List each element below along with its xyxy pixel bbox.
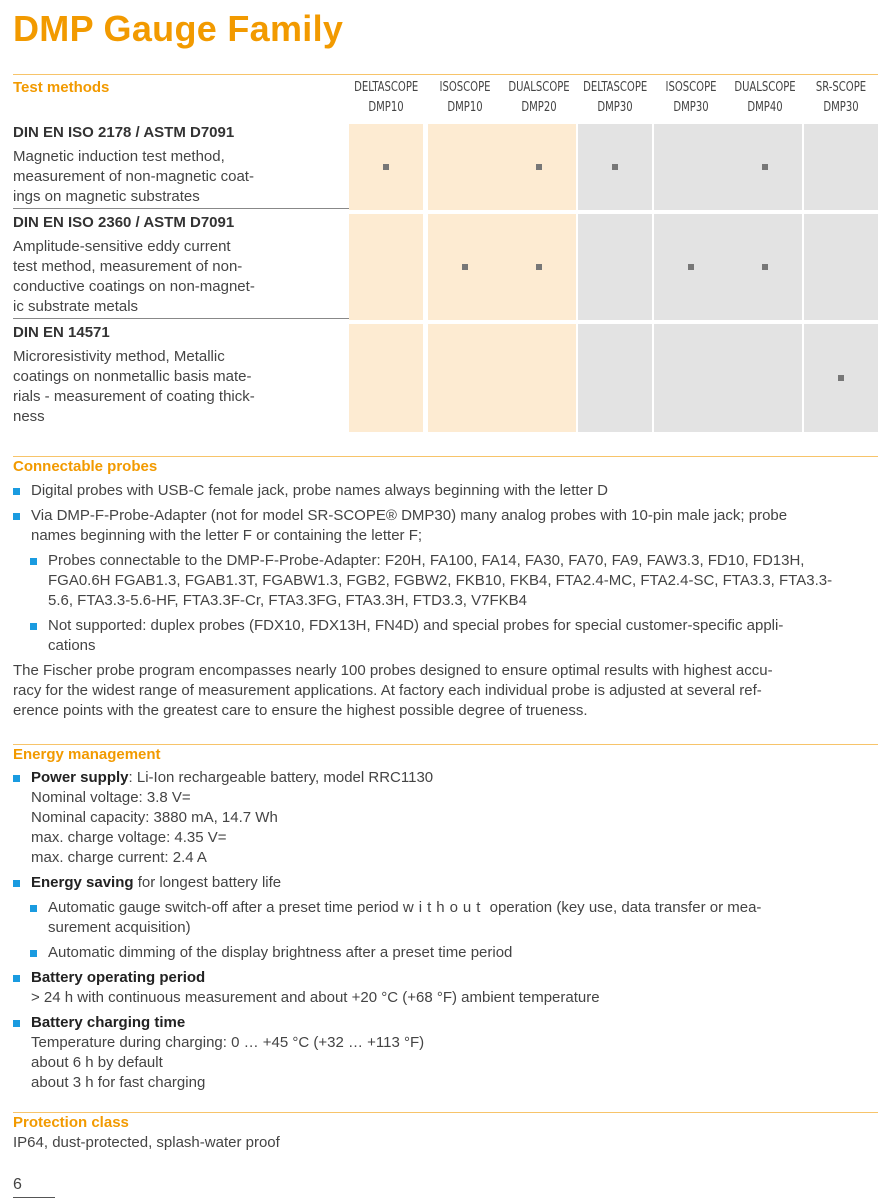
- table-cell: [502, 124, 576, 210]
- bullet-icon: [30, 558, 37, 565]
- row-description: [13, 237, 313, 317]
- column-header-line: DMP20: [521, 100, 557, 115]
- row-description-line: ings on magnetic substrates: [13, 188, 200, 205]
- table-cell: [349, 124, 423, 210]
- supported-marker-icon: [536, 264, 542, 270]
- column-header-line: DUALSCOPE: [734, 80, 796, 95]
- probe-program-paragraph: The Fischer probe program encompasses nearly 100 probes designed to ensure optimal results with highest accu- racy for the widest range of measurement applications. At factory each individual probe is adjusted at several ref- erence points with the greatest care to ensure the highest possible degree of trueness.: [13, 662, 773, 719]
- protection-class-heading: Protection class: [13, 1114, 129, 1131]
- column-header-line: DMP30: [597, 100, 633, 115]
- bullet-icon: [30, 950, 37, 957]
- section-rule: [13, 1112, 878, 1113]
- page-title: DMP Gauge Family: [13, 8, 344, 49]
- column-header-line: DMP40: [747, 100, 783, 115]
- column-header: [507, 78, 571, 118]
- row-description: [13, 147, 313, 207]
- row-description-line: ic substrate metals: [13, 298, 139, 315]
- column-header: [354, 78, 418, 118]
- table-cell: [428, 324, 502, 432]
- list-item-energy-saving: Energy saving for longest battery life: [13, 873, 879, 893]
- list-item: Probes connectable to the DMP-F-Probe-Adapter: F20H, FA100, FA14, FA30, FA70, FA9, FAW3.3, FD10, FD13H, FGA0.6H FGAB1.3, FGAB1.3T, FGABW1.3, FGB2, FGBW2, FKB10, FKB4, FTA2.4-MC, FTA2.4-SC, FTA3.3, FTA3.3- 5.6, FTA3.3-5.6-HF, FTA3.3F-Cr, FTA3.3FG, FTA3.3H, FTD3.3, V7FKB4: [30, 551, 879, 611]
- column-header-line: DELTASCOPE: [354, 80, 419, 95]
- row-description-line: Amplitude-sensitive eddy current: [13, 238, 231, 255]
- column-header: [433, 78, 497, 118]
- table-cell: [804, 124, 878, 210]
- row-title: DIN EN 14571: [13, 324, 110, 341]
- table-cell: [502, 214, 576, 320]
- table-cell: [578, 324, 652, 432]
- table-cell: [728, 324, 802, 432]
- column-header-line: ISOSCOPE: [665, 80, 717, 95]
- row-description-line: measurement of non-magnetic coat-: [13, 168, 254, 185]
- protection-class-text: IP64, dust-protected, splash-water proof: [13, 1134, 280, 1151]
- supported-marker-icon: [462, 264, 468, 270]
- row-description: [13, 347, 313, 427]
- energy-management-heading: Energy management: [13, 746, 161, 763]
- row-description-line: conductive coatings on non-magnet-: [13, 278, 255, 295]
- table-cell: [578, 214, 652, 320]
- table-cell: [804, 324, 878, 432]
- list-item: Via DMP-F-Probe-Adapter (not for model SR-SCOPE® DMP30) many analog probes with 10-pin male jack; probe names beginning with the letter F or containing the letter F;: [13, 506, 879, 546]
- table-cell: [654, 124, 728, 210]
- column-header-line: SR-SCOPE: [815, 80, 867, 95]
- column-header-line: DUALSCOPE: [508, 80, 570, 95]
- row-divider: [13, 208, 349, 209]
- supported-marker-icon: [536, 164, 542, 170]
- section-rule: [13, 456, 878, 457]
- column-header-line: ISOSCOPE: [439, 80, 491, 95]
- column-header-line: DMP30: [823, 100, 859, 115]
- row-description-line: Microresistivity method, Metallic: [13, 348, 225, 365]
- bullet-icon: [13, 488, 20, 495]
- bullet-icon: [13, 775, 20, 782]
- column-header-line: DMP10: [368, 100, 404, 115]
- table-cell: [502, 324, 576, 432]
- row-title: DIN EN ISO 2178 / ASTM D7091: [13, 124, 235, 141]
- table-cell: [428, 124, 502, 210]
- bullet-icon: [13, 513, 20, 520]
- list-item-battery-operating-period: Battery operating period > 24 h with continuous measurement and about +20 °C (+68 °F) ambient temperature: [13, 968, 879, 1008]
- bullet-icon: [13, 1020, 20, 1027]
- row-description-line: rials - measurement of coating thick-: [13, 388, 255, 405]
- row-divider: [13, 318, 349, 319]
- table-cell: [654, 214, 728, 320]
- supported-marker-icon: [762, 164, 768, 170]
- row-title: DIN EN ISO 2360 / ASTM D7091: [13, 214, 235, 231]
- table-cell: [804, 214, 878, 320]
- table-cell: [578, 124, 652, 210]
- row-description-line: test method, measurement of non-: [13, 258, 243, 275]
- column-header-line: DMP30: [673, 100, 709, 115]
- row-description-line: ness: [13, 408, 45, 425]
- supported-marker-icon: [838, 375, 844, 381]
- page-number-rule: [13, 1197, 55, 1198]
- supported-marker-icon: [612, 164, 618, 170]
- column-header: [583, 78, 647, 118]
- row-description-line: Magnetic induction test method,: [13, 148, 225, 165]
- table-cell: [349, 214, 423, 320]
- section-rule: [13, 744, 878, 745]
- list-item-battery-charging-time: Battery charging time Temperature during charging: 0 … +45 °C (+32 … +113 °F) about 6 h by default about 3 h for fast charging: [13, 1013, 879, 1093]
- supported-marker-icon: [688, 264, 694, 270]
- column-header-line: DMP10: [447, 100, 483, 115]
- section-rule: [13, 74, 878, 75]
- list-item: Automatic dimming of the display brightness after a preset time period: [30, 943, 879, 963]
- column-header: [733, 78, 797, 118]
- row-description-line: coatings on nonmetallic basis mate-: [13, 368, 252, 385]
- supported-marker-icon: [762, 264, 768, 270]
- table-cell: [654, 324, 728, 432]
- column-header-line: DELTASCOPE: [583, 80, 648, 95]
- table-cell: [349, 324, 423, 432]
- column-header: [809, 78, 873, 118]
- bullet-icon: [30, 623, 37, 630]
- page-number: 6: [13, 1176, 22, 1193]
- list-item-power-supply: Power supply: Li-Ion rechargeable battery, model RRC1130 Nominal voltage: 3.8 V= Nominal capacity: 3880 mA, 14.7 Wh max. charge voltage: 4.35 V= max. charge current: 2.4 A: [13, 768, 879, 868]
- list-item: Automatic gauge switch-off after a preset time period without operation (key use, data transfer or mea- surement acquisition): [30, 898, 879, 938]
- list-item: Not supported: duplex probes (FDX10, FDX13H, FN4D) and special probes for special customer-specific appli- cations: [30, 616, 879, 656]
- connectable-probes-heading: Connectable probes: [13, 458, 158, 475]
- table-cell: [728, 124, 802, 210]
- supported-marker-icon: [383, 164, 389, 170]
- column-header: [659, 78, 723, 118]
- bullet-icon: [30, 905, 37, 912]
- table-cell: [428, 214, 502, 320]
- bullet-icon: [13, 880, 20, 887]
- bullet-icon: [13, 975, 20, 982]
- test-methods-heading: Test methods: [13, 79, 110, 96]
- list-item: Digital probes with USB-C female jack, probe names always beginning with the letter D: [13, 481, 879, 501]
- table-cell: [728, 214, 802, 320]
